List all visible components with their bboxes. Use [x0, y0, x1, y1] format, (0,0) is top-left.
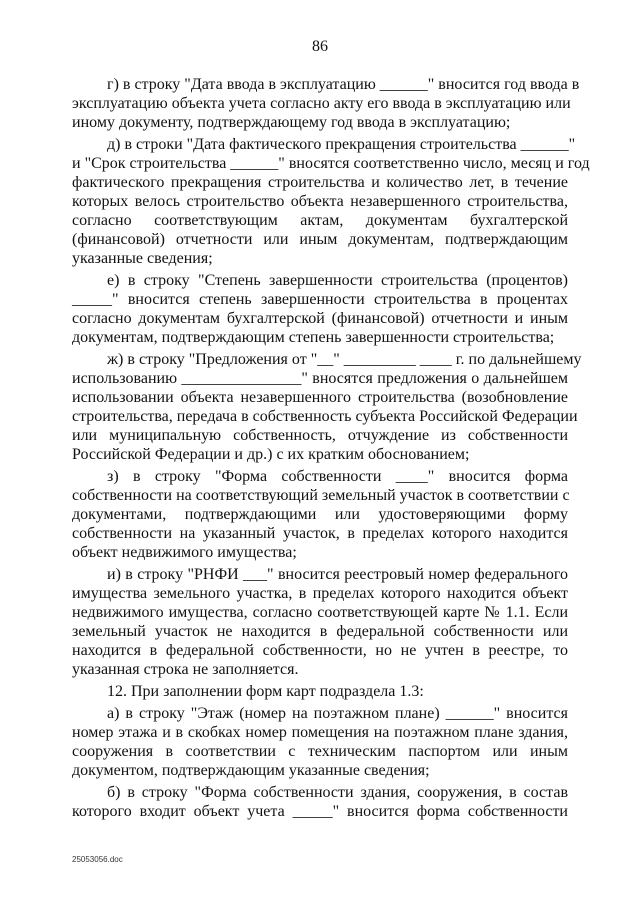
- text-line: документам, подтверждающим степень завершенности строительства;: [72, 329, 555, 346]
- text-line: находится в федеральной собственности, но не учтен в реестре, то: [72, 642, 568, 659]
- text-line: документами, подтверждающими или удостоверяющими форму: [72, 506, 568, 523]
- text-line: _____" вносится степень завершенности строительства в процентах: [72, 291, 568, 308]
- text-line: ж) в строку "Предложения от "__" _________ ____ г. по дальнейшему: [107, 351, 582, 368]
- text-line: которого входит объект учета _____" вносится форма собственности: [72, 803, 568, 820]
- text-line: документом, подтверждающим указанные сведения;: [72, 762, 430, 779]
- text-line: Российской Федерации и др.) с их кратким обоснованием;: [72, 446, 470, 463]
- text-line: строительства, передача в собственность субъекта Российской Федерации: [72, 408, 578, 425]
- text-line: указанные сведения;: [72, 250, 213, 267]
- text-line: объект недвижимого имущества;: [72, 544, 297, 561]
- text-line: собственности на соответствующий земельный участок в соответствии с: [72, 487, 570, 504]
- text-line: и "Срок строительства ______" вносятся соответственно число, месяц и год: [72, 155, 590, 172]
- text-line: использовании объекта незавершенного строительства (возобновление: [72, 389, 568, 406]
- text-line: согласно соответствующим актам, документам бухгалтерской: [72, 212, 568, 229]
- text-line: или муниципальную собственность, отчуждение из собственности: [72, 427, 568, 444]
- text-line: имущества земельного участка, в пределах которого находится объект: [72, 585, 568, 602]
- text-line: которых велось строительство объекта незавершенного строительства,: [72, 193, 568, 210]
- text-line: д) в строки "Дата фактического прекращения строительства ______": [107, 136, 576, 153]
- text-line: номер этажа и в скобках номер помещения на поэтажном плане здания,: [72, 724, 568, 741]
- text-line: г) в строку "Дата ввода в эксплуатацию ______" вносится год ввода в: [107, 76, 580, 93]
- text-line: иному документу, подтверждающему год ввода в эксплуатацию;: [72, 114, 511, 131]
- text-line: использованию _______________" вносятся предложения о дальнейшем: [72, 370, 568, 387]
- text-line: и) в строку "РНФИ ___" вносится реестровый номер федерального: [107, 566, 568, 583]
- text-line: указанная строка не заполняется.: [72, 661, 299, 678]
- text-line: з) в строку "Форма собственности ____" вносится форма: [107, 468, 568, 485]
- text-line: земельный участок не находится в федеральной собственности или: [72, 623, 568, 640]
- text-line: собственности на указанный участок, в пределах которого находится: [72, 525, 568, 542]
- text-line: эксплуатацию объекта учета согласно акту его ввода в эксплуатацию или: [72, 95, 571, 112]
- text-line: а) в строку "Этаж (номер на поэтажном плане) ______" вносится: [107, 705, 568, 722]
- text-line: согласно документам бухгалтерской (финансовой) отчетности и иным: [72, 310, 568, 327]
- text-line: б) в строку "Форма собственности здания, сооружения, в состав: [107, 784, 568, 801]
- page-number: 86: [312, 38, 328, 55]
- text-line: сооружения в соответствии с техническим паспортом или иным: [72, 743, 568, 760]
- footer-filename: 25053056.doc: [72, 855, 123, 864]
- section-heading: 12. При заполнении форм карт подраздела 1.3:: [107, 683, 424, 700]
- text-line: фактического прекращения строительства и количество лет, в течение: [72, 174, 568, 191]
- text-line: (финансовой) отчетности или иным документам, подтверждающим: [72, 231, 568, 248]
- text-line: недвижимого имущества, согласно соответствующей карте № 1.1. Если: [72, 604, 568, 621]
- text-line: е) в строку "Степень завершенности строительства (процентов): [107, 272, 568, 289]
